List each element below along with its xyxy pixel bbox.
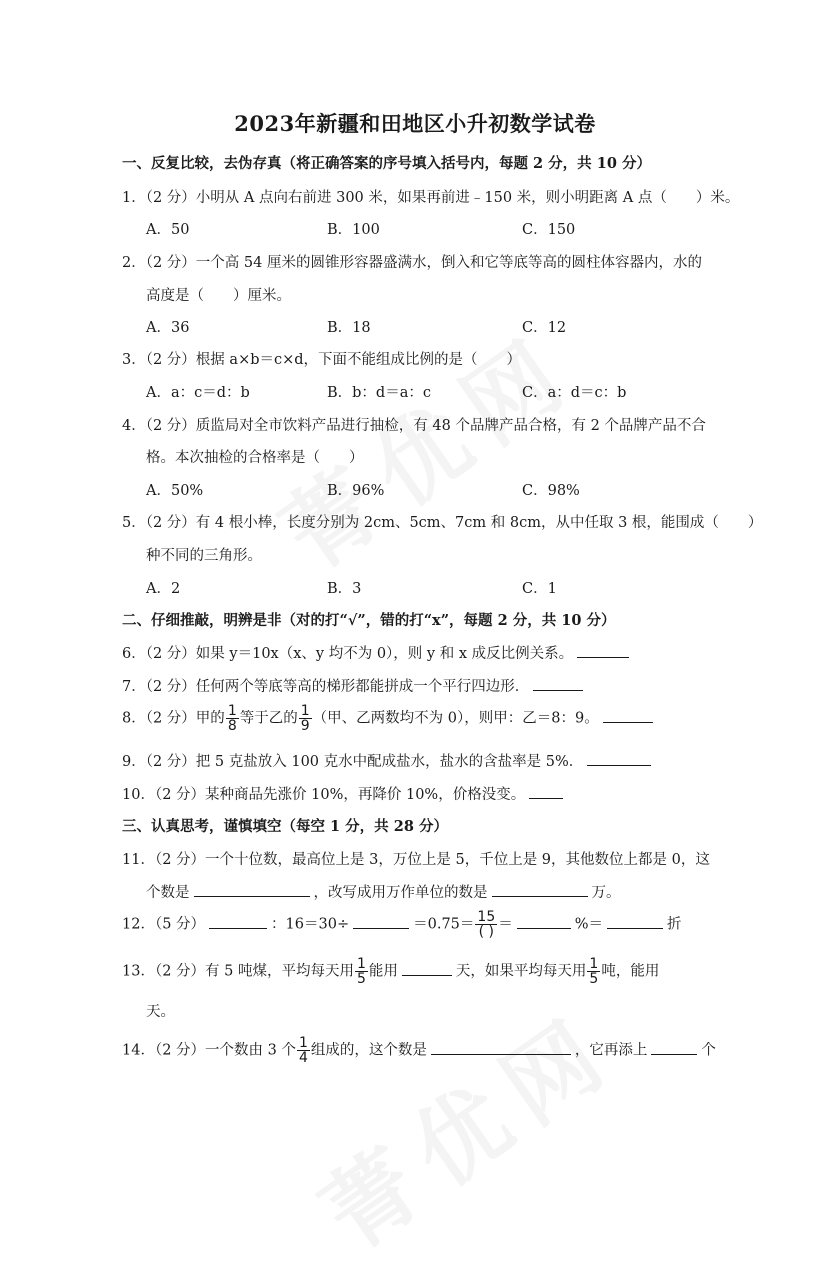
q6-answer-blank[interactable] [577, 643, 629, 658]
q8-f2-numerator: 1 [300, 703, 310, 719]
q13-answer-blank-1[interactable] [402, 961, 452, 976]
q14-text-2: 组成的，这个数是 [310, 1042, 427, 1059]
q11-text-b: ，改写成用万作单位的数是 [313, 885, 488, 901]
question-6 [122, 642, 633, 663]
q12-prefix: 12．（5 分） [122, 916, 206, 933]
watermark-bottom [292, 977, 638, 1274]
q12-text-6: 折 [667, 916, 682, 933]
q2-option-b: B．18 [327, 320, 371, 336]
q12-answer-blank-1[interactable] [209, 914, 267, 929]
q13-text-2: 能用 [368, 963, 398, 980]
q12-answer-blank-2[interactable] [353, 914, 409, 929]
q4-option-b: B．96% [327, 483, 385, 499]
q5-option-a: A．2 [146, 581, 181, 597]
page-title: 2023年新疆和田地区小升初数学试卷 [234, 111, 596, 136]
q7-answer-blank[interactable] [533, 676, 583, 691]
question-11-line-2 [146, 881, 621, 902]
question-12 [122, 910, 682, 939]
question-3: 3．（2 分）根据 a×b＝c×d，下面不能组成比例的是（ ） [122, 352, 522, 368]
q3-option-b: B．b：d＝a：c [327, 385, 431, 401]
question-13-line-2: 天。 [146, 1004, 175, 1020]
question-9 [122, 750, 655, 771]
q8-fraction-1 [226, 704, 239, 733]
question-11-line-1: 11．（2 分）一个十位数，最高位上是 3，万位上是 5，千位上是 9，其他数位上都是 0，这 [122, 852, 710, 868]
q12-answer-blank-3[interactable] [517, 914, 571, 929]
question-2-line-2: 高度是（ ）厘米。 [146, 288, 291, 304]
q8-f1-numerator: 1 [227, 703, 237, 719]
q14-text-1: 14．（2 分）一个数由 3 个 [122, 1042, 296, 1059]
q4-option-a: A．50% [146, 483, 204, 499]
q11-text-a: 个数是 [146, 885, 190, 901]
q13-fraction-1 [355, 957, 368, 986]
q8-post: （甲、乙两数均不为 0），则甲：乙＝8：9。 [312, 710, 599, 727]
question-4-line-1: 4．（2 分）质监局对全市饮料产品进行抽检，有 48 个品牌产品合格，有 2 个品牌产品不合 [122, 418, 706, 434]
q8-f1-denominator: 8 [227, 718, 237, 734]
q14-text-4: 个 [701, 1042, 716, 1059]
q14-fraction [297, 1036, 310, 1065]
q12-fraction-numerator: 15 [477, 909, 496, 925]
q13-f2-denominator: 5 [589, 971, 599, 987]
q14-answer-blank-2[interactable] [651, 1040, 697, 1055]
q13-text-3: 天，如果平均每天用 [455, 963, 587, 980]
q8-answer-blank[interactable] [603, 708, 653, 723]
q5-option-c: C．1 [522, 581, 557, 597]
q1-option-c: C．150 [522, 222, 576, 238]
q3-option-c: C．a：d＝c：b [522, 385, 627, 401]
q8-fraction-2 [299, 704, 312, 733]
q10-text: 10．（2 分）某种商品先涨价 10%，再降价 10%，价格没变。 [122, 787, 526, 803]
section-3-heading: 三、认真思考，谨慎填空（每空 1 分，共 28 分） [122, 818, 448, 835]
question-5-line-2: 种不同的三角形。 [146, 548, 262, 564]
q13-text-1: 13．（2 分）有 5 吨煤，平均每天用 [122, 963, 354, 980]
question-13-line-1 [122, 957, 659, 986]
question-4-line-2: 格。本次抽检的合格率是（ ） [146, 450, 364, 466]
q2-option-a: A．36 [146, 320, 190, 336]
q9-text: 9．（2 分）把 5 克盐放入 100 克水中配成盐水，盐水的含盐率是 5%． [122, 754, 584, 770]
q1-option-b: B．100 [327, 222, 380, 238]
q8-f2-denominator: 9 [300, 718, 310, 734]
q5-option-b: B．3 [327, 581, 362, 597]
q12-text-5: %＝ [574, 916, 604, 933]
q12-fraction-denominator: ( ) [478, 924, 494, 940]
q14-fraction-denominator: 4 [298, 1050, 308, 1066]
q4-option-c: C．98% [522, 483, 580, 499]
q12-text-4: ＝ [498, 916, 513, 933]
q2-option-c: C．12 [522, 320, 567, 336]
question-8 [122, 704, 657, 733]
q12-text-3: ＝0.75＝ [413, 916, 475, 933]
question-2-line-1: 2．（2 分）一个高 54 厘米的圆锥形容器盛满水，倒入和它等底等高的圆柱体容器内，水的 [122, 255, 702, 271]
q8-pre: 8．（2 分）甲的 [122, 710, 225, 727]
question-10 [122, 783, 567, 804]
q1-option-a: A．50 [146, 222, 190, 238]
q13-fraction-2 [587, 957, 600, 986]
q8-mid: 等于乙的 [239, 710, 298, 727]
question-5-line-1: 5．（2 分）有 4 根小棒，长度分别为 2cm、5cm、7cm 和 8cm，从中任取 3 根，能围成（ ） [122, 515, 763, 531]
q3-option-a: A．a：c＝d：b [146, 385, 250, 401]
q9-answer-blank[interactable] [587, 751, 651, 766]
question-7 [122, 675, 587, 696]
q11-answer-blank-1[interactable] [194, 882, 310, 897]
q11-text-c: 万。 [591, 885, 621, 901]
question-14 [122, 1036, 716, 1065]
q13-f1-numerator: 1 [356, 956, 366, 972]
q14-fraction-numerator: 1 [298, 1035, 308, 1051]
section-1-heading: 一、反复比较，去伪存真（将正确答案的序号填入括号内，每题 2 分，共 10 分） [122, 155, 651, 172]
q13-f2-numerator: 1 [589, 956, 599, 972]
q12-fraction [475, 910, 497, 939]
q13-f1-denominator: 5 [356, 971, 366, 987]
q14-answer-blank-1[interactable] [431, 1040, 571, 1055]
q14-text-3: ，它再添上 [574, 1042, 648, 1059]
q12-answer-blank-4[interactable] [607, 914, 663, 929]
q12-text-2: ：16＝30÷ [271, 916, 350, 933]
question-1: 1．（2 分）小明从 A 点向右前进 300 米，如果再前进﹣150 米，则小明距离 A 点（ ）米。 [122, 190, 740, 206]
q10-answer-blank[interactable] [529, 784, 563, 799]
q6-text: 6．（2 分）如果 y＝10x（x、y 均不为 0），则 y 和 x 成反比例关系。 [122, 646, 574, 662]
section-2-heading: 二、仔细推敲，明辨是非（对的打“√”，错的打“x”，每题 2 分，共 10 分） [122, 612, 616, 629]
q7-text: 7．（2 分）任何两个等底等高的梯形都能拼成一个平行四边形． [122, 679, 530, 695]
q11-answer-blank-2[interactable] [492, 882, 588, 897]
q13-text-4: 吨，能用 [601, 963, 660, 980]
